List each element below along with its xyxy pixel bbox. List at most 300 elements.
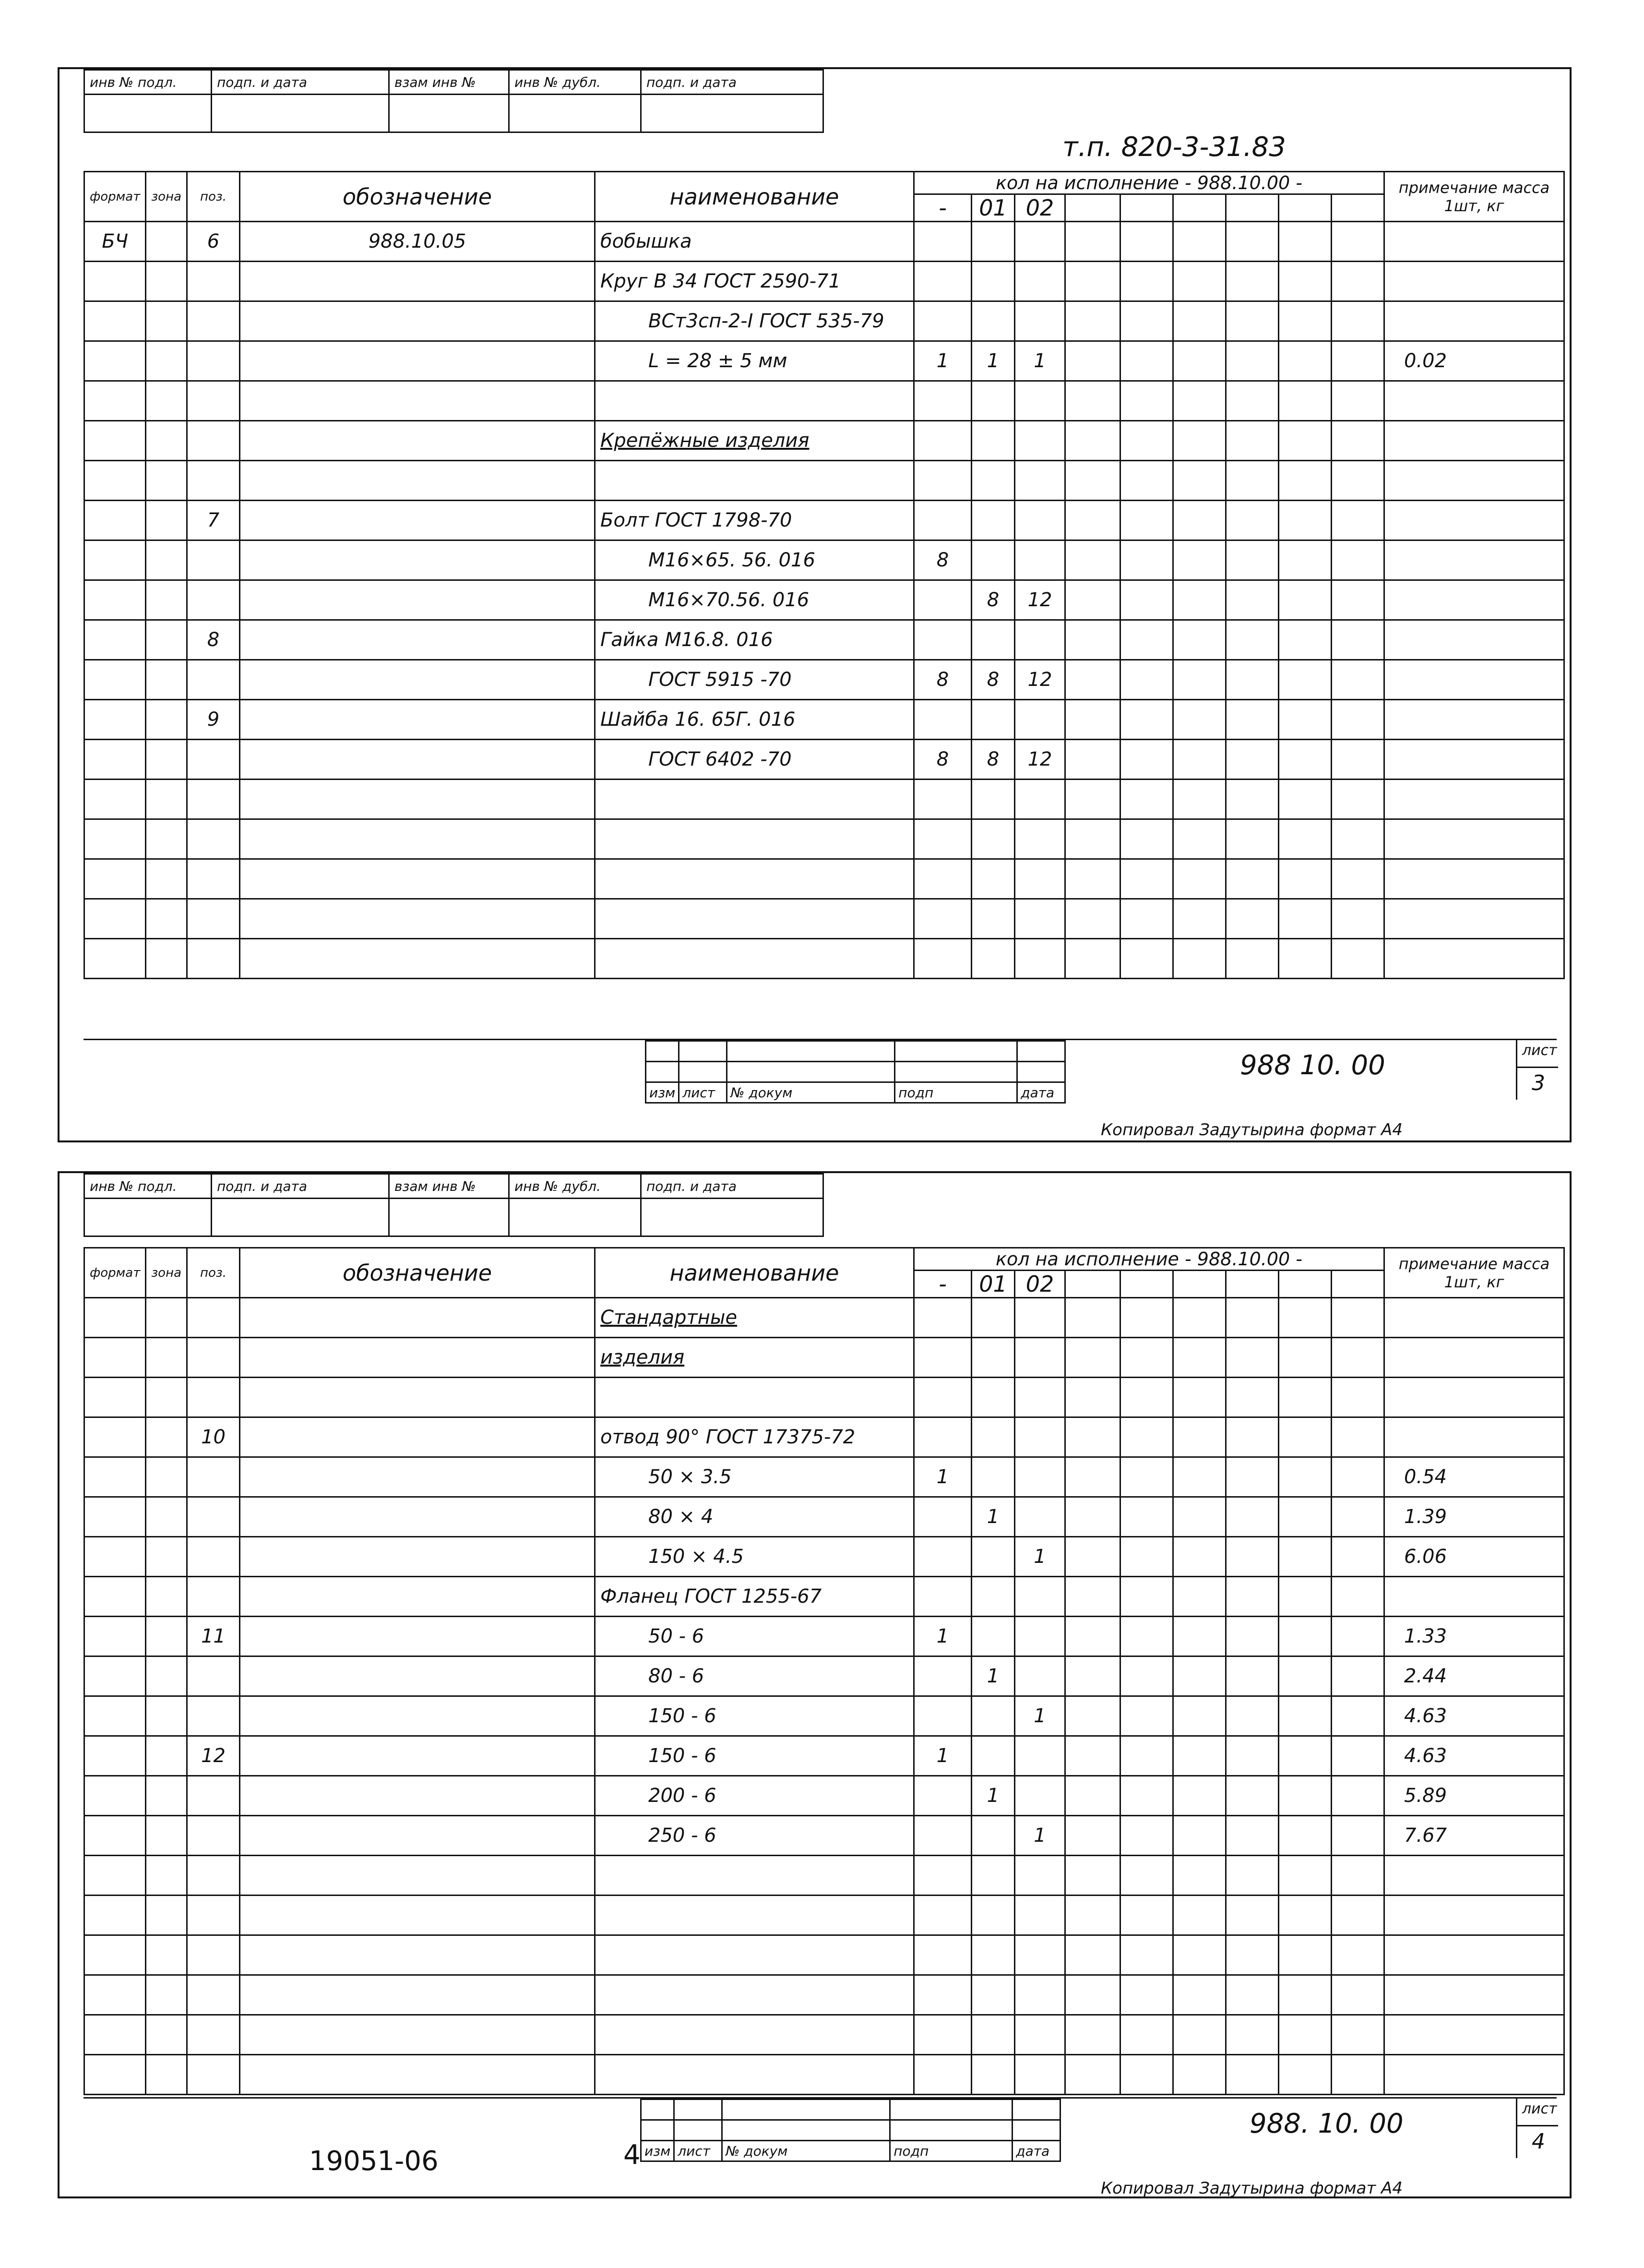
title-block: [83, 2097, 1557, 2180]
empty-qty-cell: [1332, 222, 1384, 262]
name-cell: [595, 381, 914, 421]
qty-cell: [914, 1896, 972, 1935]
name-cell: Шайба 16. 65Г. 016: [595, 700, 914, 740]
qty-col-header: 02: [1015, 1271, 1065, 1298]
empty-qty-cell: [1120, 1656, 1173, 1696]
specification-table: [83, 171, 1565, 979]
note-cell: [1384, 1577, 1564, 1617]
name-cell: бобышка: [595, 222, 914, 262]
designation-cell: [240, 501, 595, 540]
empty-qty-cell: [1065, 1935, 1120, 1975]
zone-cell: [146, 1776, 187, 1816]
format-cell: [84, 2015, 146, 2055]
qty-cell: [914, 1338, 972, 1378]
qty-cell: [914, 1497, 972, 1537]
empty-qty-cell: [1279, 1975, 1332, 2015]
zone-cell: [146, 540, 187, 580]
designation-cell: [240, 660, 595, 700]
note-cell: 5.89: [1384, 1776, 1564, 1816]
qty-cell: 1: [1015, 1537, 1065, 1577]
empty-qty-cell: [1065, 1338, 1120, 1378]
empty-qty-cell: [1332, 1338, 1384, 1378]
empty-qty-cell: [1332, 461, 1384, 501]
name-cell: Фланец ГОСТ 1255-67: [595, 1577, 914, 1617]
empty-qty-cell: [1173, 2055, 1226, 2095]
table-row: [84, 301, 1564, 341]
empty-qty-cell: [1226, 341, 1279, 381]
pos-cell: [187, 262, 240, 301]
stamp-cell: взам инв №: [389, 70, 509, 95]
table-row: [84, 1816, 1564, 1856]
note-cell: 6.06: [1384, 1537, 1564, 1577]
empty-qty-cell: [1332, 1656, 1384, 1696]
empty-qty-cell: [1226, 1856, 1279, 1896]
empty-qty-cell: [1065, 580, 1120, 620]
qty-cell: [914, 262, 972, 301]
empty-qty-cell: [1279, 1457, 1332, 1497]
zone-cell: [146, 2055, 187, 2095]
qty-cell: [972, 1896, 1015, 1935]
pos-cell: 12: [187, 1736, 240, 1776]
table-row: [84, 461, 1564, 501]
name-cell: [595, 2015, 914, 2055]
empty-qty-cell: [1226, 501, 1279, 540]
qty-cell: [1015, 1497, 1065, 1537]
empty-qty-cell: [1173, 1696, 1226, 1736]
format-cell: [84, 1497, 146, 1537]
designation-cell: [240, 1696, 595, 1736]
empty-qty-cell: [1173, 1338, 1226, 1378]
zone-cell: [146, 819, 187, 859]
empty-qty-cell: [1173, 341, 1226, 381]
pos-cell: [187, 899, 240, 939]
header-format: формат: [84, 1248, 146, 1298]
approval-stamp: [83, 1173, 824, 1237]
empty-qty-cell: [1332, 381, 1384, 421]
format-cell: [84, 700, 146, 740]
empty-qty-cell: [1120, 1856, 1173, 1896]
table-row: [84, 222, 1564, 262]
pos-cell: [187, 819, 240, 859]
format-cell: [84, 780, 146, 819]
stamp-cell: подп. и дата: [212, 70, 389, 95]
empty-qty-cell: [1226, 700, 1279, 740]
empty-qty-cell: [1279, 1896, 1332, 1935]
empty-qty-cell: [1332, 2055, 1384, 2095]
pos-cell: [187, 1776, 240, 1816]
empty-qty-cell: [1173, 1856, 1226, 1896]
format-cell: [84, 2055, 146, 2095]
sheet-label: лист: [1522, 1042, 1557, 1059]
format-cell: [84, 1457, 146, 1497]
empty-qty-cell: [1173, 1497, 1226, 1537]
empty-qty-cell: [1332, 1617, 1384, 1656]
zone-cell: [146, 620, 187, 660]
empty-qty-cell: [1279, 421, 1332, 461]
table-row: [84, 262, 1564, 301]
empty-qty-cell: [1279, 461, 1332, 501]
designation-cell: [240, 301, 595, 341]
empty-qty-cell: [1226, 1577, 1279, 1617]
qty-cell: 12: [1015, 740, 1065, 780]
qty-cell: 8: [914, 660, 972, 700]
qty-cell: [972, 1856, 1015, 1896]
zone-cell: [146, 1856, 187, 1896]
format-cell: БЧ: [84, 222, 146, 262]
tb-label: № докум: [722, 2141, 890, 2161]
empty-qty-cell: [1065, 859, 1120, 899]
empty-qty-cell: [1120, 540, 1173, 580]
name-cell: [595, 1975, 914, 2015]
qty-col-header: 02: [1015, 194, 1065, 222]
zone-cell: [146, 1298, 187, 1338]
format-cell: [84, 740, 146, 780]
empty-qty-cell: [1120, 1417, 1173, 1457]
table-row: [84, 660, 1564, 700]
format-cell: [84, 540, 146, 580]
format-cell: [84, 1656, 146, 1696]
qty-cell: [1015, 1298, 1065, 1338]
qty-cell: [1015, 222, 1065, 262]
designation-cell: [240, 1378, 595, 1417]
qty-cell: [914, 1378, 972, 1417]
designation-cell: [240, 700, 595, 740]
zone-cell: [146, 1935, 187, 1975]
empty-qty-cell: [1279, 660, 1332, 700]
table-row: [84, 819, 1564, 859]
empty-qty-cell: [1173, 1776, 1226, 1816]
name-cell: Гайка М16.8. 016: [595, 620, 914, 660]
qty-cell: [972, 2055, 1015, 2095]
format-cell: [84, 1816, 146, 1856]
table-row: [84, 1856, 1564, 1896]
empty-qty-cell: [1279, 939, 1332, 979]
designation-cell: [240, 1417, 595, 1457]
empty-qty-cell: [1279, 1816, 1332, 1856]
inventory-number: 19051-06: [309, 2146, 439, 2177]
qty-cell: [972, 262, 1015, 301]
note-cell: [1384, 222, 1564, 262]
drawing-sheet-4: [58, 1171, 1572, 2198]
qty-cell: [914, 580, 972, 620]
qty-cell: [914, 1935, 972, 1975]
note-cell: [1384, 660, 1564, 700]
stamp-cell: подп. и дата: [212, 1174, 389, 1199]
name-cell: М16×70.56. 016: [595, 580, 914, 620]
pos-cell: [187, 1298, 240, 1338]
empty-qty-cell: [1173, 1617, 1226, 1656]
note-cell: [1384, 2055, 1564, 2095]
qty-cell: [1015, 421, 1065, 461]
table-row: [84, 421, 1564, 461]
qty-cell: [914, 461, 972, 501]
empty-qty-cell: [1332, 660, 1384, 700]
pos-cell: [187, 381, 240, 421]
note-cell: [1384, 381, 1564, 421]
empty-qty-cell: [1120, 301, 1173, 341]
approval-stamp: [83, 69, 824, 133]
empty-qty-cell: [1120, 1896, 1173, 1935]
empty-qty-cell: [1120, 1776, 1173, 1816]
qty-cell: [972, 540, 1015, 580]
qty-cell: [972, 1338, 1015, 1378]
name-cell: ВСт3сп-2-I ГОСТ 535-79: [595, 301, 914, 341]
qty-cell: [1015, 1776, 1065, 1816]
designation-cell: [240, 1537, 595, 1577]
qty-cell: 8: [972, 660, 1015, 700]
note-cell: [1384, 620, 1564, 660]
qty-cell: [972, 1417, 1015, 1457]
empty-qty-cell: [1332, 700, 1384, 740]
qty-cell: [972, 1975, 1015, 2015]
empty-qty-cell: [1332, 859, 1384, 899]
empty-qty-cell: [1173, 580, 1226, 620]
empty-qty-cell: [1332, 1417, 1384, 1457]
pos-cell: [187, 1378, 240, 1417]
empty-qty-cell: [1226, 1896, 1279, 1935]
name-cell: изделия: [595, 1338, 914, 1378]
empty-qty-cell: [1173, 1378, 1226, 1417]
empty-qty-cell: [1332, 939, 1384, 979]
note-cell: [1384, 1896, 1564, 1935]
empty-qty-cell: [1120, 620, 1173, 660]
empty-qty-cell: [1173, 780, 1226, 819]
table-row: [84, 1736, 1564, 1776]
qty-cell: [1015, 461, 1065, 501]
qty-cell: [972, 1935, 1015, 1975]
title-code: 988. 10. 00: [1250, 2108, 1404, 2139]
empty-qty-cell: [1332, 580, 1384, 620]
empty-qty-cell: [1332, 1696, 1384, 1736]
tb-label: подп: [890, 2141, 1013, 2161]
note-cell: [1384, 1338, 1564, 1378]
stamp-cell: инв № дубл.: [509, 70, 641, 95]
header-name: наименование: [595, 1248, 914, 1298]
empty-qty-cell: [1279, 1696, 1332, 1736]
zone-cell: [146, 780, 187, 819]
format-cell: [84, 1896, 146, 1935]
name-cell: Круг В 34 ГОСТ 2590-71: [595, 262, 914, 301]
empty-qty-cell: [1065, 262, 1120, 301]
name-cell: Крепёжные изделия: [595, 421, 914, 461]
designation-cell: [240, 1856, 595, 1896]
empty-qty-cell: [1173, 421, 1226, 461]
pos-cell: [187, 1975, 240, 2015]
empty-qty-cell: [1226, 620, 1279, 660]
note-cell: 4.63: [1384, 1696, 1564, 1736]
pos-cell: [187, 540, 240, 580]
empty-qty-cell: [1226, 780, 1279, 819]
note-cell: [1384, 700, 1564, 740]
zone-cell: [146, 2015, 187, 2055]
qty-cell: [914, 859, 972, 899]
qty-cell: [1015, 819, 1065, 859]
empty-qty-cell: [1065, 1457, 1120, 1497]
qty-cell: [972, 1298, 1015, 1338]
empty-qty-cell: [1065, 540, 1120, 580]
empty-qty-cell: [1120, 262, 1173, 301]
qty-cell: [1015, 780, 1065, 819]
pos-cell: [187, 1577, 240, 1617]
tb-label: лист: [679, 1082, 727, 1103]
empty-qty-cell: [1226, 1656, 1279, 1696]
empty-qty-cell: [1120, 381, 1173, 421]
empty-qty-cell: [1279, 899, 1332, 939]
designation-cell: [240, 262, 595, 301]
sheet-number: 4: [1532, 2129, 1545, 2154]
name-cell: [595, 859, 914, 899]
note-cell: [1384, 301, 1564, 341]
designation-cell: 988.10.05: [240, 222, 595, 262]
empty-qty-cell: [1332, 1577, 1384, 1617]
table-row: [84, 1497, 1564, 1537]
empty-qty-cell: [1120, 939, 1173, 979]
format-cell: [84, 1975, 146, 2015]
qty-cell: [1015, 1457, 1065, 1497]
qty-cell: [1015, 939, 1065, 979]
name-cell: [595, 2055, 914, 2095]
zone-cell: [146, 700, 187, 740]
empty-qty-cell: [1332, 1497, 1384, 1537]
table-row: [84, 1537, 1564, 1577]
tb-label: дата: [1013, 2141, 1060, 2161]
empty-qty-cell: [1173, 620, 1226, 660]
header-designation: обозначение: [240, 172, 595, 222]
designation-cell: [240, 1338, 595, 1378]
qty-cell: 8: [972, 740, 1015, 780]
note-cell: [1384, 2015, 1564, 2055]
stamp-cell: инв № подл.: [84, 1174, 212, 1199]
empty-qty-cell: [1065, 461, 1120, 501]
empty-qty-cell: [1332, 620, 1384, 660]
empty-qty-cell: [1065, 1736, 1120, 1776]
empty-qty-cell: [1332, 341, 1384, 381]
empty-qty-cell: [1332, 740, 1384, 780]
table-row: [84, 939, 1564, 979]
qty-cell: [972, 1617, 1015, 1656]
qty-cell: [914, 780, 972, 819]
qty-cell: [1015, 1617, 1065, 1656]
designation-cell: [240, 1497, 595, 1537]
designation-cell: [240, 461, 595, 501]
empty-qty-cell: [1065, 700, 1120, 740]
empty-qty-cell: [1226, 421, 1279, 461]
empty-qty-cell: [1279, 620, 1332, 660]
designation-cell: [240, 819, 595, 859]
empty-qty-cell: [1065, 341, 1120, 381]
empty-qty-cell: [1279, 780, 1332, 819]
table-row: [84, 540, 1564, 580]
format-cell: [84, 1736, 146, 1776]
zone-cell: [146, 501, 187, 540]
empty-qty-cell: [1173, 1816, 1226, 1856]
table-row: [84, 859, 1564, 899]
qty-cell: [972, 1457, 1015, 1497]
empty-qty-cell: [1173, 381, 1226, 421]
zone-cell: [146, 859, 187, 899]
qty-cell: [914, 1537, 972, 1577]
table-row: [84, 700, 1564, 740]
empty-qty-cell: [1120, 1577, 1173, 1617]
empty-qty-cell: [1120, 780, 1173, 819]
empty-qty-cell: [1279, 1338, 1332, 1378]
empty-qty-cell: [1332, 1935, 1384, 1975]
empty-qty-cell: [1065, 301, 1120, 341]
qty-cell: [1015, 1378, 1065, 1417]
empty-qty-cell: [1332, 819, 1384, 859]
empty-qty-cell: [1065, 1537, 1120, 1577]
table-row: [84, 1338, 1564, 1378]
qty-cell: [972, 780, 1015, 819]
tb-label: дата: [1017, 1082, 1065, 1103]
empty-qty-cell: [1279, 1656, 1332, 1696]
qty-cell: [914, 620, 972, 660]
empty-qty-cell: [1173, 301, 1226, 341]
qty-cell: [972, 222, 1015, 262]
empty-qty-cell: [1120, 819, 1173, 859]
zone-cell: [146, 1497, 187, 1537]
format-cell: [84, 1378, 146, 1417]
empty-qty-cell: [1065, 1696, 1120, 1736]
empty-qty-cell: [1120, 1935, 1173, 1975]
header-zone: зона: [146, 172, 187, 222]
qty-col-header: 01: [972, 1271, 1015, 1298]
empty-qty-cell: [1173, 660, 1226, 700]
header-qty: кол на исполнение - 988.10.00 -: [914, 172, 1384, 194]
table-row: [84, 580, 1564, 620]
qty-cell: [1015, 2015, 1065, 2055]
designation-cell: [240, 859, 595, 899]
zone-cell: [146, 1457, 187, 1497]
note-cell: 2.44: [1384, 1656, 1564, 1696]
zone-cell: [146, 1656, 187, 1696]
qty-cell: 1: [1015, 341, 1065, 381]
empty-qty-cell: [1173, 1975, 1226, 2015]
designation-cell: [240, 381, 595, 421]
empty-qty-cell: [1279, 819, 1332, 859]
stamp-cell: инв № дубл.: [509, 1174, 641, 1199]
empty-qty-cell: [1226, 2055, 1279, 2095]
qty-cell: [914, 700, 972, 740]
qty-col-header: -: [914, 194, 972, 222]
empty-qty-cell: [1120, 501, 1173, 540]
designation-cell: [240, 620, 595, 660]
pos-cell: 9: [187, 700, 240, 740]
pos-cell: [187, 1457, 240, 1497]
format-cell: [84, 1776, 146, 1816]
revision-grid: [645, 1040, 1066, 1104]
table-row: [84, 1656, 1564, 1696]
zone-cell: [146, 1736, 187, 1776]
format-cell: [84, 1537, 146, 1577]
qty-cell: [914, 819, 972, 859]
qty-cell: [1015, 381, 1065, 421]
pos-cell: [187, 1816, 240, 1856]
empty-qty-cell: [1065, 501, 1120, 540]
name-cell: [595, 819, 914, 859]
empty-qty-cell: [1120, 1736, 1173, 1776]
empty-qty-cell: [1173, 899, 1226, 939]
zone-cell: [146, 1378, 187, 1417]
zone-cell: [146, 740, 187, 780]
stamp-cell: инв № подл.: [84, 70, 212, 95]
zone-cell: [146, 580, 187, 620]
empty-qty-cell: [1065, 899, 1120, 939]
empty-qty-cell: [1065, 1617, 1120, 1656]
empty-qty-cell: [1065, 1577, 1120, 1617]
empty-qty-cell: [1065, 2015, 1120, 2055]
qty-cell: [972, 501, 1015, 540]
